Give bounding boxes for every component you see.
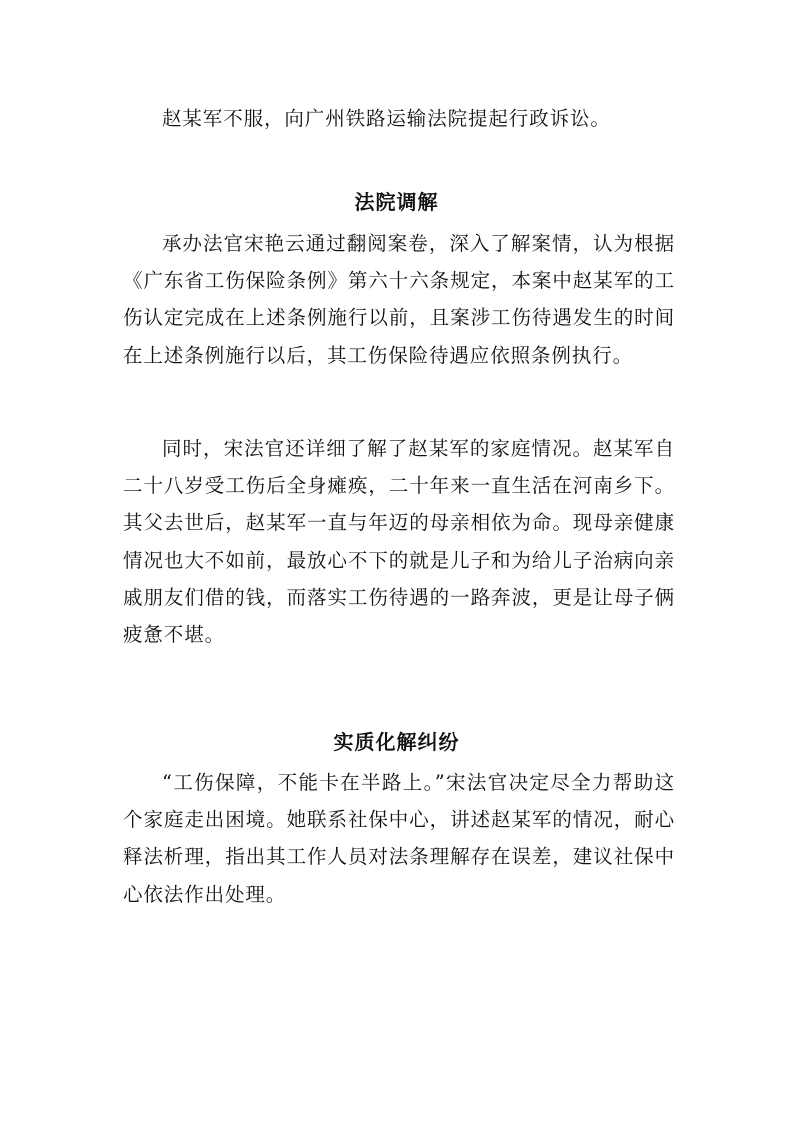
intro-paragraph: 赵某军不服，向广州铁路运输法院提起行政诉讼。 [162,107,611,130]
paragraph-family-situation: 同时，宋法官还详细了解了赵某军的家庭情况。赵某军自二十八岁受工伤后全身瘫痪，二十年来一直生活在河南乡下。其父去世后，赵某军一直与年迈的母亲相依为命。现母亲健康情况也大不如前，最放心不下的就是儿子和为给儿子治病向亲戚朋友们借的钱，而落实工伤待遇的一路奔波，更是让母子俩疲惫不堪。 [123,437,675,647]
paragraph-social-security-contact: “工伤保障，不能卡在半路上。”宋法官决定尽全力帮助这个家庭走出困境。她联系社保中心，讲述赵某军的情况，耐心释法析理，指出其工作人员对法条理解存在误差，建议社保中心依法作出处理。 [123,771,675,906]
paragraph-case-review: 承办法官宋艳云通过翻阅案卷，深入了解案情，认为根据《广东省工伤保险条例》第六十六条规定，本案中赵某军的工伤认定完成在上述条例施行以前，且案涉工伤待遇发生的时间在上述条例施行以后，其工伤保险待遇应依照条例执行。 [123,232,675,367]
section-heading-court-mediation: 法院调解 [354,190,439,214]
section-heading-dispute-resolution: 实质化解纠纷 [333,730,460,754]
